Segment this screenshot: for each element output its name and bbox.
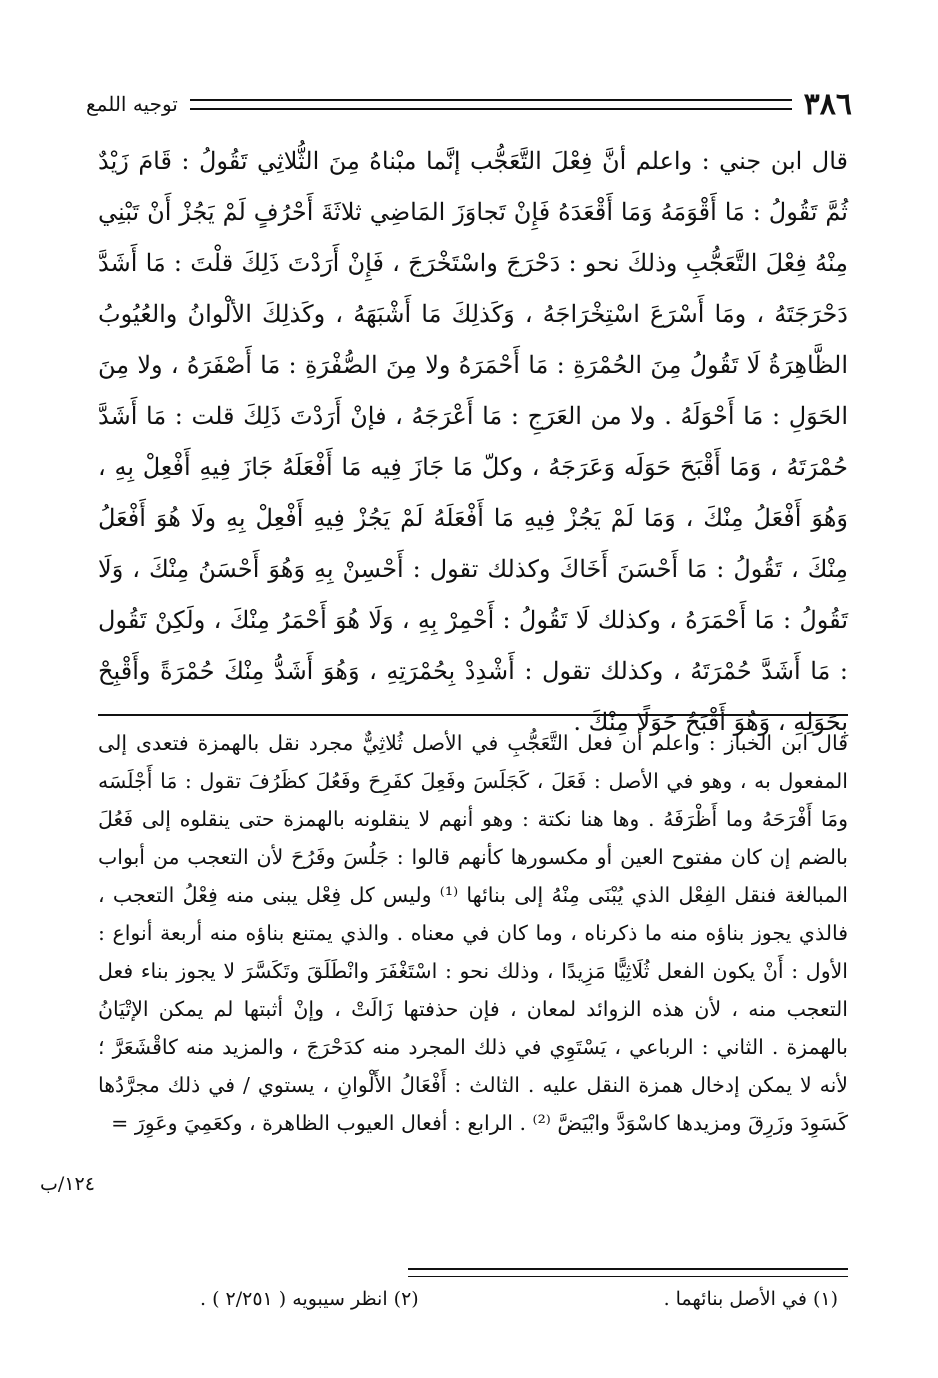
section-ibn-al-khabbaz xyxy=(98,724,848,1142)
page-header xyxy=(86,84,852,124)
page-number: ٣٨٦ xyxy=(803,86,852,122)
margin-folio-note: ١٢٤/ب xyxy=(40,1173,95,1195)
section-ibn-jinni xyxy=(98,136,848,748)
footnote-1: (١) في الأصل بنائهما . xyxy=(663,1288,838,1310)
footnote-2: (٢) انظر سيبويه ( ٢/٢٥١ ) . xyxy=(200,1288,419,1310)
footnote-rule xyxy=(408,1268,848,1277)
section-ibn-al-khabbaz-text: قال ابن الخباز : واعلم أن فعل التَّعَجُّبِ في الأصل ثُلاثِيٌّ مجرد نقل بالهمزة فتعدى إلى المفعول به ، وهو في الأصل : فَعَلَ ، كَجَلَسَ وفَعِلَ كفَرِحَ وفَعُلَ كظَرُفَ تقول : مَا أَجْلَسَه ومَا أَفْرَحَهُ وما أَظْرَفَهُ . وها هنا نكتة : وهو أنهم لا ينقلونه بالهمزة حتى ينقلوه إلى فَعُلَ بالضم إن كان مفتوح العين أو مكسورها كأنهم قالوا : جَلُسَ وفَرُحَ لأن التعجب من أبواب المبالغة فنقل الفِعْل الذي يُبْنَى مِنْهُ إلى بنائها ⁽¹⁾ وليس كل فِعْل يبنى منه فِعْلُ التعجب ، فالذي يجوز بناؤه منه ما ذكرناه ، وما كان في معناه . والذي يمتنع بناؤه منه أربعة أنواع : الأول : أَنْ يكون الفعل ثُلَاثِيًّا مَزِيدًا ، وذلك نحو : اسْتَغْفَرَ وانْطَلَقَ وتَكَسَّرَ لا يجوز بناء فعل التعجب منه ، لأن هذه الزوائد لمعان ، فإن حذفتها زَالَتْ ، وإنْ أثبتها لم يمكن الإتْيَانُ بالهمزة . الثاني : الرباعي ، يَسْتَوِي في ذلك المجرد منه كدَحْرَجَ ، والمزيد منه كاقْشَعَرَّ ؛ لأنه لا يمكن إدخال همزة النقل عليه . الثالث : أَفْعَالُ الأَلْوانِ ، يستوي / في ذلك مجرَّدُها كَسَوِدَ وزَرِقَ ومزيدها كاسْوَدَّ وابْيَضَّ ⁽²⁾ . الرابع : أفعال العيوب الظاهرة ، وكعَمِيَ وعَوِرَ = xyxy=(98,731,848,1135)
book-title: توجيه اللمع xyxy=(86,92,178,116)
section-divider xyxy=(98,714,848,716)
header-rule xyxy=(190,99,792,110)
section-ibn-jinni-text: قال ابن جني : واعلم أنَّ فِعْلَ التَّعَجُّب إنَّما مبْناهُ مِنَ الثُّلاثِي تَقُولُ : قَامَ زَيْدٌ ثُمَّ تَقُولُ : مَا أَقْوَمَهُ وَمَا أَقْعَدَهُ فَإِنْ تَجاوَزَ المَاضِي ثلاثَةَ أَحْرُفٍ لَمْ يَجُزْ أَنْ تَبْنِي مِنْهُ فِعْلَ التَّعَجُّبِ وذلكَ نحو : دَحْرَجَ واسْتَخْرَجَ ، فَإِنْ أَرَدْتَ ذَلِكَ قلْتَ : مَا أَشَدَّ دَحْرَجَتَهُ ، ومَا أَسْرَعَ اسْتِخْرَاجَهُ ، وَكَذلِكَ مَا أَشْبَهَهُ ، وكَذلِكَ الألْوانُ والعُيُوبُ الظَّاهِرَةُ لَا تَقُولُ مِنَ الحُمْرَةِ : مَا أَحْمَرَهُ ولا مِنَ الصُّفْرَةِ : مَا أَصْفَرَهُ ، ولا مِنَ الحَوَلِ : مَا أَحْوَلَهُ . ولا من العَرَجِ : مَا أَعْرَجَهُ ، فإنْ أَرَدْتَ ذَلِكَ قلت : مَا أَشَدَّ حُمْرَتَهُ ، وَمَا أَقْبَحَ حَوَلَه وَعَرَجَهُ ، وكلّ مَا جَازَ فِيه مَا أَفْعَلَهُ جَازَ فِيهِ أَفْعِلْ بِهِ ، وَهُوَ أَفْعَلُ مِنْكَ ، وَمَا لَمْ يَجُزْ فِيهِ مَا أَفْعَلَهُ لَمْ يَجُزْ فِيهِ أَفْعِلْ بِهِ ولَا هُوَ أَفْعَلُ مِنْكَ ، تَقُولُ : مَا أَحْسَنَ أَخَاكَ وكذلك تقول : أَحْسِنْ بِهِ وَهُوَ أَحْسَنُ مِنْكَ ، وَلَا تَقُولُ : مَا أَحْمَرَهُ ، وكذلك لَا تَقُولُ : أَحْمِرْ بِهِ ، وَلَا هُوَ أَحْمَرُ مِنْكَ ، ولَكِنْ تَقُول : مَا أَشَدَّ حُمْرَتَهُ ، وكذلك تقول : أَشْدِدْ بِحُمْرَتِهِ ، وَهُوَ أَشَدُّ مِنْكَ حُمْرَةً وأَقْبِحْ بِحَوَلِهِ ، وَهُوَ أَقْبَحُ حَوَلًا مِنْكَ . xyxy=(98,147,848,736)
footnotes xyxy=(200,1288,838,1310)
